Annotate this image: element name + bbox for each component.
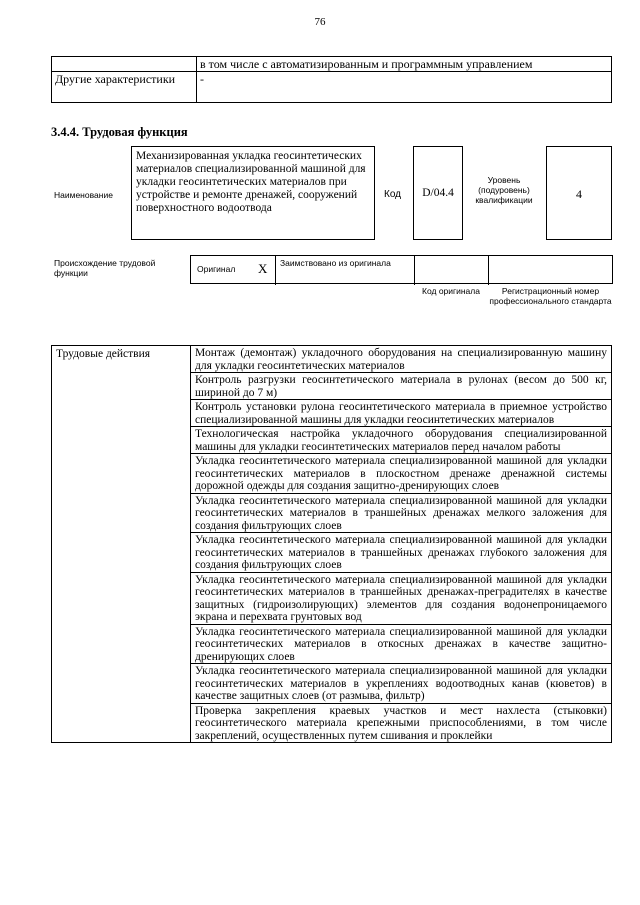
page-number: 76 bbox=[314, 16, 326, 28]
origin-label: Происхождение трудовой функции bbox=[54, 258, 156, 278]
original-cell bbox=[191, 256, 276, 285]
code-label: Код bbox=[384, 189, 402, 200]
action-item: Контроль разгрузки геосинтетического материала в рулонах (весом до 500 кг, шириной до 7 м) bbox=[191, 373, 612, 400]
action-item: Укладка геосинтетического материала специализированной машиной для укладки геосинтетических материалов в плоскостном дренаже дренажной системы дорожной одежды для создания защитно-дренирующих слоев bbox=[191, 454, 612, 494]
reg-number-cell bbox=[489, 256, 612, 285]
original-mark: X bbox=[258, 261, 268, 276]
function-name-box: Механизированная укладка геосинтетических материалов специализированной машиной для укладки геосинтетических материалов при устройстве и ремонте дренажей, сооружений поверхностного водоотвода bbox=[131, 146, 375, 240]
other-characteristics-value: - bbox=[197, 72, 612, 103]
table-row bbox=[52, 346, 612, 373]
original-label: Оригинал bbox=[197, 264, 236, 274]
action-item: Проверка закрепления краевых участков и мест нахлеста (стыковки) геосинтетического материала крепежными приспособлениями, в том числе закреплений, осуществленных путем сшивания и проклейки bbox=[191, 703, 612, 743]
action-item: Укладка геосинтетического материала специализированной машиной для укладки геосинтетических материалов в укреплениях водоотводных канав (кюветов) в качестве защитных слоев (от размыва, фильтр) bbox=[191, 664, 612, 704]
action-item: Монтаж (демонтаж) укладочного оборудования на специализированную машину для укладки геосинтетических материалов bbox=[191, 346, 612, 373]
action-item: Укладка геосинтетического материала специализированной машиной для укладки геосинтетических материалов в откосных дренажах в качестве защитно-дренирующих слоев bbox=[191, 624, 612, 664]
table-row bbox=[52, 57, 612, 72]
borrowed-label: Заимствовано из оригинала bbox=[280, 258, 391, 268]
action-item: Укладка геосинтетического материала специализированной машиной для укладки геосинтетических материалов в траншейных дренажах-преградителях в качестве защитных (гидроизолирующих) элементов для создания водонепроницаемого экрана и перехвата грунтовых вод bbox=[191, 572, 612, 624]
table-row bbox=[52, 72, 612, 103]
borrowed-cell bbox=[276, 256, 415, 285]
qualification-level-label: Уровень (подуровень) квалификации bbox=[475, 175, 533, 205]
reg-number-caption: Регистрационный номер профессионального стандарта bbox=[489, 286, 612, 306]
labor-actions-table bbox=[51, 345, 612, 743]
name-label: Наименование bbox=[54, 190, 113, 200]
qualification-level-box: 4 bbox=[546, 146, 612, 240]
other-characteristics-label: Другие характеристики bbox=[52, 72, 197, 103]
continuation-table bbox=[51, 56, 612, 103]
code-original-caption: Код оригинала bbox=[422, 286, 480, 296]
action-item: Технологическая настройка укладочного оборудования специализированной машины для укладки геосинтетических материалов перед началом работы bbox=[191, 427, 612, 454]
code-original-cell bbox=[415, 256, 489, 285]
function-code-box: D/04.4 bbox=[413, 146, 463, 240]
action-item: Контроль установки рулона геосинтетического материала в приемное устройство специализированной машины для укладки геосинтетических материалов bbox=[191, 400, 612, 427]
action-item: Укладка геосинтетического материала специализированной машиной для укладки геосинтетических материалов в траншейных дренажах глубокого заложения для создания фильтрующих слоев bbox=[191, 533, 612, 573]
empty-label-cell bbox=[52, 57, 197, 72]
continuation-value: в том числе с автоматизированным и программным управлением bbox=[197, 57, 612, 72]
action-item: Укладка геосинтетического материала специализированной машиной для укладки геосинтетических материалов в траншейных дренажах мелкого заложения для создания фильтрующих слоев bbox=[191, 493, 612, 533]
labor-actions-label: Трудовые действия bbox=[52, 346, 191, 743]
section-heading: 3.4.4. Трудовая функция bbox=[51, 125, 188, 139]
origin-strip bbox=[190, 255, 613, 284]
